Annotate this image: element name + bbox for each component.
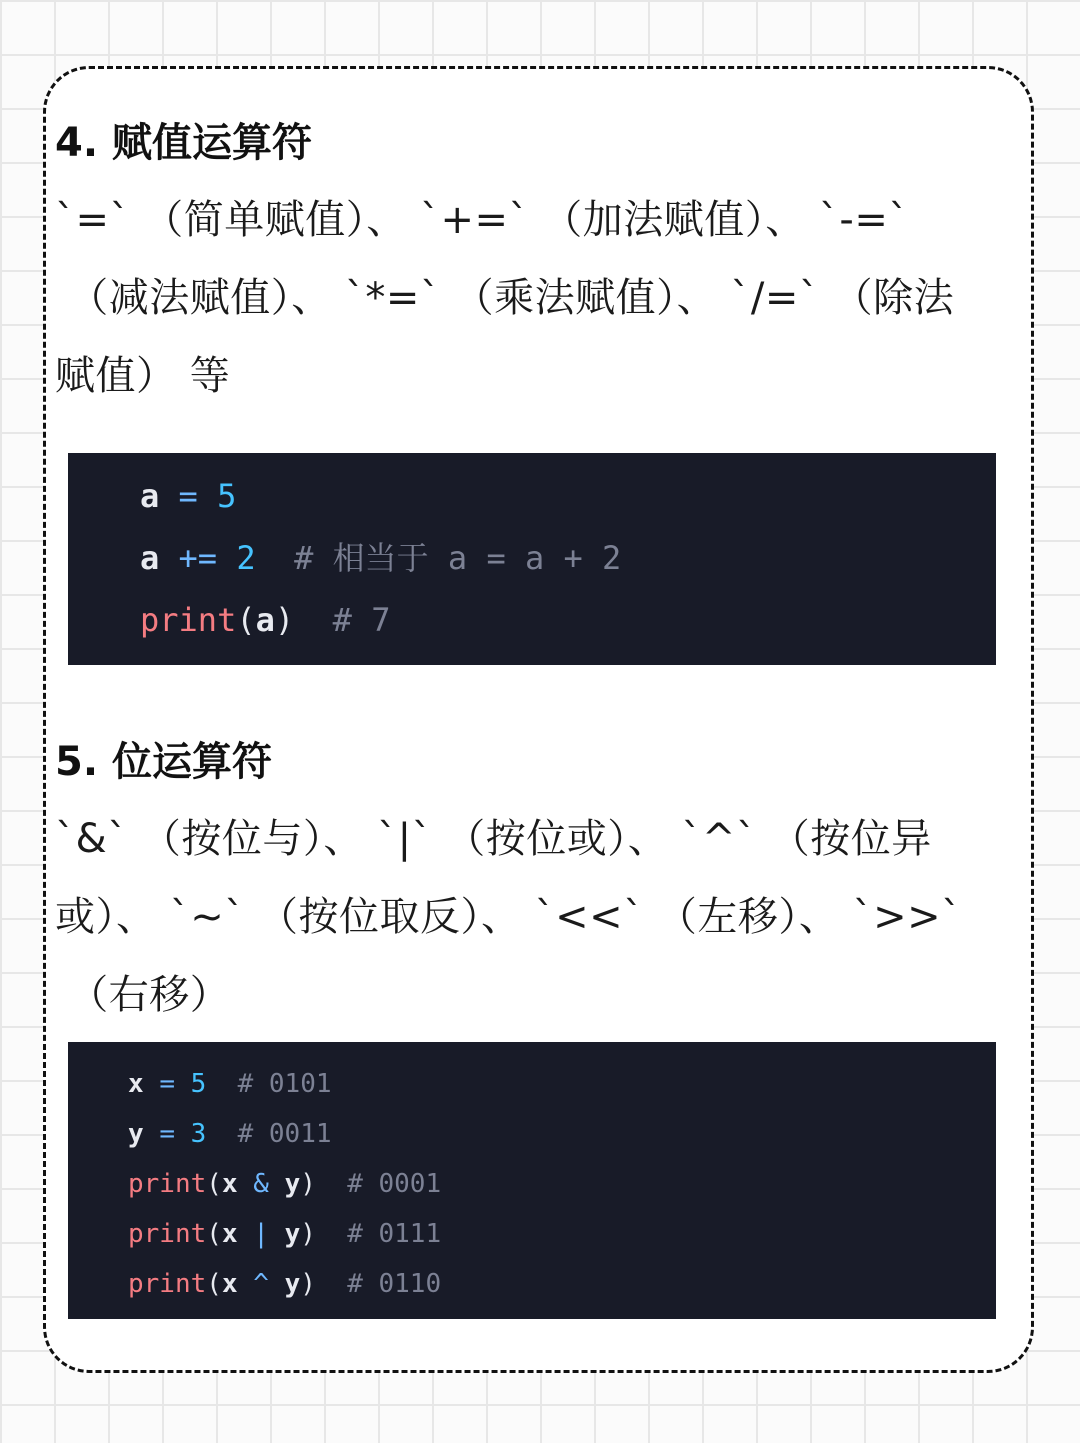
code-line — [128, 1209, 996, 1259]
code-number: 5 — [217, 477, 237, 515]
code-line — [128, 1159, 996, 1209]
section-description-assignment — [55, 181, 960, 415]
code-paren: ) — [300, 1219, 316, 1249]
section-description-bitwise — [55, 800, 960, 1034]
code-paren: ( — [236, 601, 256, 639]
description-line: `=` （简单赋值）、 `+=` （加法赋值）、 `-=` — [55, 197, 909, 243]
code-line — [128, 1059, 996, 1109]
code-comment: # 0110 — [347, 1269, 442, 1299]
code-line — [140, 527, 996, 589]
code-block-assignment — [68, 453, 996, 665]
code-comment: # 7 — [332, 601, 391, 639]
code-operator: & — [253, 1169, 269, 1199]
code-operator: = — [178, 477, 198, 515]
code-comment: # 0011 — [237, 1119, 332, 1149]
code-variable: y — [284, 1219, 301, 1249]
code-operator: = — [159, 1119, 175, 1149]
code-variable: y — [284, 1169, 301, 1199]
code-line — [128, 1109, 996, 1159]
code-paren: ( — [206, 1269, 222, 1299]
code-paren: ) — [274, 601, 295, 639]
code-operator: = — [159, 1069, 175, 1099]
description-line: `&` （按位与）、 `|` （按位或）、 `^` （按位异 — [55, 816, 932, 862]
code-line — [140, 465, 996, 527]
code-variable: y — [284, 1269, 301, 1299]
code-variable: x — [221, 1269, 238, 1299]
code-line — [140, 589, 996, 651]
code-number: 2 — [236, 539, 256, 577]
section-heading-assignment: 4. 赋值运算符 — [55, 120, 312, 166]
description-line: （减法赋值）、 `*=` （乘法赋值）、 `/=` （除法 — [55, 275, 955, 321]
description-line: 赋值） 等 — [55, 353, 231, 399]
code-variable: x — [221, 1219, 238, 1249]
code-paren: ) — [300, 1269, 316, 1299]
code-function: print — [128, 1219, 207, 1249]
description-line: （右移） — [55, 972, 231, 1018]
section-heading-bitwise: 5. 位运算符 — [55, 739, 272, 785]
code-function: print — [128, 1169, 207, 1199]
code-paren: ( — [206, 1219, 222, 1249]
code-block-bitwise — [68, 1042, 996, 1319]
code-variable: a — [255, 601, 275, 639]
code-paren: ) — [300, 1169, 316, 1199]
code-operator: += — [178, 539, 218, 577]
code-comment: # 0101 — [237, 1069, 332, 1099]
code-function: print — [140, 601, 237, 639]
code-number: 3 — [190, 1119, 207, 1149]
code-variable: a — [140, 539, 160, 577]
code-comment: # 0001 — [347, 1169, 442, 1199]
code-operator: ^ — [253, 1269, 269, 1299]
code-function: print — [128, 1269, 207, 1299]
code-number: 5 — [190, 1069, 207, 1099]
code-comment: # 0111 — [347, 1219, 442, 1249]
description-line: 或）、 `~` （按位取反）、 `<<` （左移）、 `>>` — [55, 894, 962, 940]
code-variable: x — [128, 1069, 144, 1099]
code-variable: a — [140, 477, 160, 515]
code-variable: y — [128, 1119, 144, 1149]
code-comment: # 相当于 a = a + 2 — [294, 539, 622, 577]
code-operator: | — [253, 1219, 269, 1249]
code-paren: ( — [206, 1169, 222, 1199]
code-line — [128, 1259, 996, 1309]
code-variable: x — [221, 1169, 238, 1199]
